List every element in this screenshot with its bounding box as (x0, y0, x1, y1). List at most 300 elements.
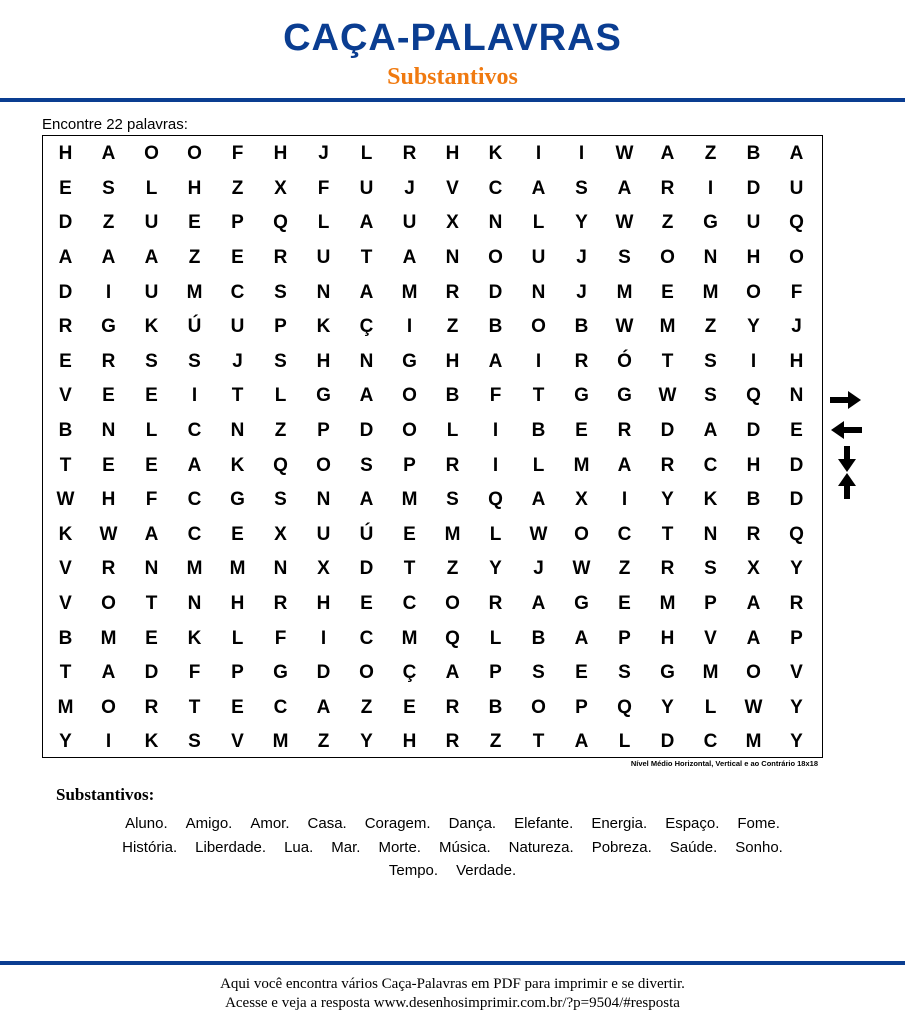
grid-letter: P (403, 454, 416, 476)
grid-letter: T (145, 593, 158, 615)
grid-letter: K (187, 627, 202, 649)
grid-letter: O (402, 420, 417, 442)
word-item: Saúde. (669, 838, 718, 856)
grid-letter: C (187, 523, 202, 545)
grid-letter: B (445, 385, 460, 407)
grid-letter: N (316, 281, 331, 303)
grid-letter: M (401, 489, 418, 511)
grid-letter: O (402, 385, 417, 407)
grid-letter: G (574, 385, 589, 407)
word-item: Lua. (284, 838, 314, 856)
grid-letter: I (707, 177, 714, 199)
grid-letter: A (703, 420, 718, 442)
grid-letter: N (531, 281, 546, 303)
grid-letter: W (615, 316, 634, 338)
grid-letter: R (488, 593, 503, 615)
grid-letter: N (273, 558, 288, 580)
grid-letter: M (745, 731, 762, 753)
grid-letter: P (618, 627, 631, 649)
grid-letter: S (618, 247, 631, 269)
grid-letter: O (445, 593, 460, 615)
grid-letter: Y (790, 731, 803, 753)
grid-letter: E (188, 212, 201, 234)
word-item: Liberdade. (195, 838, 267, 856)
grid-letter: D (359, 558, 374, 580)
grid-letter: A (531, 489, 546, 511)
grid-letter: S (618, 662, 631, 684)
grid-letter: L (532, 212, 545, 234)
page-title: CAÇA-PALAVRAS (283, 17, 622, 59)
grid-letter: A (359, 281, 374, 303)
grid-letter: K (316, 316, 331, 338)
grid-letter: O (101, 593, 116, 615)
grid-letter: S (532, 662, 545, 684)
grid-letter: K (144, 316, 159, 338)
grid-letter: A (101, 143, 116, 165)
grid-letter: U (144, 281, 159, 303)
grid-letter: I (492, 454, 499, 476)
grid-letter: O (316, 454, 331, 476)
grid-letter: Y (661, 696, 674, 718)
grid-letter: O (187, 143, 202, 165)
grid-letter: Y (661, 489, 674, 511)
grid-letter: D (746, 177, 761, 199)
grid-letter: Ú (187, 316, 202, 338)
grid-letter: M (186, 558, 203, 580)
grid-letter: R (144, 696, 159, 718)
grid-letter: U (316, 247, 331, 269)
grid-letter: N (789, 385, 804, 407)
grid-letter: C (617, 523, 632, 545)
grid-letter: Y (790, 558, 803, 580)
grid-letter: M (659, 316, 676, 338)
grid-letter: H (273, 143, 288, 165)
grid-letter: T (231, 385, 244, 407)
word-item: Pobreza. (591, 838, 652, 856)
grid-letter: A (402, 247, 417, 269)
grid-letter: A (574, 731, 589, 753)
grid-letter: P (317, 420, 330, 442)
grid-letter: Y (59, 731, 72, 753)
grid-letter: M (702, 662, 719, 684)
grid-letter: W (529, 523, 548, 545)
grid-letter: A (359, 385, 374, 407)
grid-letter: I (750, 350, 757, 372)
grid-letter: R (660, 454, 675, 476)
grid-letter: M (616, 281, 633, 303)
grid-letter: G (101, 316, 116, 338)
grid-letter: C (402, 593, 417, 615)
grid-letter: A (359, 489, 374, 511)
grid-letter: B (746, 489, 761, 511)
grid-letter: G (617, 385, 632, 407)
word-item: História. (122, 838, 178, 856)
grid-letter: S (575, 177, 588, 199)
grid-letter: Z (360, 696, 373, 718)
grid-letter: E (231, 247, 244, 269)
footer-divider (0, 961, 905, 965)
grid-letter: Ó (617, 350, 632, 372)
grid-letter: O (660, 247, 675, 269)
footer (0, 975, 905, 1013)
grid-letter: P (790, 627, 803, 649)
grid-letter: R (58, 316, 73, 338)
grid-letter: E (102, 385, 115, 407)
grid-letter: B (746, 143, 761, 165)
grid-letter: V (790, 662, 803, 684)
grid-letter: W (615, 143, 634, 165)
grid-letter: E (231, 696, 244, 718)
word-item: Aluno. (125, 815, 168, 832)
word-item: Tempo. (388, 862, 439, 879)
grid-letter: N (703, 523, 718, 545)
grid-letter: O (144, 143, 159, 165)
grid-letter: X (274, 177, 287, 199)
grid-letter: Y (790, 696, 803, 718)
grid-letter: A (531, 177, 546, 199)
grid-letter: N (230, 420, 245, 442)
grid-letter: D (58, 281, 73, 303)
grid-letter: S (704, 385, 717, 407)
grid-letter: T (661, 523, 674, 545)
grid-letter: W (99, 523, 118, 545)
grid-letter: R (101, 558, 116, 580)
grid-letter: T (661, 350, 674, 372)
grid-letter: K (703, 489, 718, 511)
grid-letter: I (320, 627, 327, 649)
grid-letter: C (703, 454, 718, 476)
grid-letter: A (359, 212, 374, 234)
grid-letter: T (532, 731, 545, 753)
grid-letter: C (187, 489, 202, 511)
grid-letter: A (531, 593, 546, 615)
grid-letter: Y (747, 316, 760, 338)
grid-letter: D (746, 420, 761, 442)
grid-letter: V (704, 627, 717, 649)
word-item: Sonho. (735, 838, 783, 856)
grid-letter: Y (489, 558, 502, 580)
grid-letter: D (316, 662, 331, 684)
grid-letter: E (618, 593, 631, 615)
grid-letter: L (489, 523, 502, 545)
grid-letter: K (58, 523, 73, 545)
grid-letter: Z (704, 143, 717, 165)
grid-letter: H (187, 177, 202, 199)
arrow-right-icon (830, 391, 862, 409)
grid-letter: Q (488, 489, 503, 511)
grid-letter: W (56, 489, 75, 511)
grid-letter: E (661, 281, 674, 303)
grid-letter: F (317, 177, 330, 199)
grid-letter: A (144, 523, 159, 545)
word-item: Espaço. (665, 815, 720, 832)
grid-letter: H (660, 627, 675, 649)
grid-letter: D (789, 489, 804, 511)
grid-letter: C (187, 420, 202, 442)
grid-letter: X (446, 212, 459, 234)
grid-letter: M (401, 627, 418, 649)
grid-letter: S (274, 350, 287, 372)
grid-letter: P (274, 316, 287, 338)
grid-letter: A (101, 247, 116, 269)
grid-letter: E (575, 662, 588, 684)
grid-letter: R (445, 731, 460, 753)
grid-letter: C (273, 696, 288, 718)
grid-letter: O (746, 662, 761, 684)
grid-letter: V (446, 177, 459, 199)
word-item: Elefante. (514, 815, 574, 832)
grid-letter: P (575, 696, 588, 718)
grid-letter: I (621, 489, 628, 511)
grid-letter: F (790, 281, 803, 303)
grid-letter: W (615, 212, 634, 234)
grid-letter: U (789, 177, 804, 199)
grid-letter: A (789, 143, 804, 165)
grid-letter: O (359, 662, 374, 684)
grid-letter: Z (446, 558, 459, 580)
grid-letter: H (402, 731, 417, 753)
word-item: Dança. (448, 815, 497, 832)
grid-letter: U (531, 247, 546, 269)
grid-letter: I (492, 420, 499, 442)
grid-letter: R (273, 247, 288, 269)
grid-letter: T (59, 454, 72, 476)
grid-letter: U (402, 212, 417, 234)
grid-letter: I (105, 281, 112, 303)
grid-letter: R (402, 143, 417, 165)
grid-letter: E (145, 627, 158, 649)
grid-letter: M (272, 731, 289, 753)
grid-letter: D (359, 420, 374, 442)
grid-letter: J (533, 558, 544, 580)
instruction-text: Encontre 22 palavras: (42, 116, 188, 133)
grid-letter: P (704, 593, 717, 615)
grid-letter: N (187, 593, 202, 615)
grid-letter: O (746, 281, 761, 303)
grid-letter: A (617, 454, 632, 476)
grid-letter: B (488, 316, 503, 338)
grid-letter: G (660, 662, 675, 684)
grid-letter: Q (746, 385, 761, 407)
grid-letter: T (403, 558, 416, 580)
grid-letter: R (445, 696, 460, 718)
grid-letter: Z (446, 316, 459, 338)
grid-letter: L (704, 696, 717, 718)
grid-letter: Q (445, 627, 460, 649)
grid-letter: E (575, 420, 588, 442)
grid-letter: R (617, 420, 632, 442)
grid-letter: W (744, 696, 763, 718)
grid-letter: H (789, 350, 804, 372)
grid-letter: F (188, 662, 201, 684)
grid-letter: N (316, 489, 331, 511)
grid-letter: L (618, 731, 631, 753)
grid-letter: P (489, 662, 502, 684)
arrow-left-icon (830, 421, 862, 439)
grid-letter: Y (360, 731, 373, 753)
grid-letter: D (789, 454, 804, 476)
grid-letter: Z (231, 177, 244, 199)
grid-letter: T (360, 247, 373, 269)
grid-letter: E (790, 420, 803, 442)
grid-letter: R (660, 177, 675, 199)
grid-letter: P (231, 662, 244, 684)
grid-letter: R (273, 593, 288, 615)
grid-letter: X (747, 558, 760, 580)
grid-letter: R (574, 350, 589, 372)
grid-letter: C (488, 177, 503, 199)
grid-letter: A (617, 177, 632, 199)
grid-letter: V (59, 558, 72, 580)
grid-letter: O (789, 247, 804, 269)
grid-letter: B (58, 627, 73, 649)
grid-letter: D (488, 281, 503, 303)
grid-letter: E (59, 350, 72, 372)
grid-letter: A (488, 350, 503, 372)
page-subtitle: Substantivos (387, 64, 518, 90)
grid-letter: S (274, 281, 287, 303)
grid-letter: D (144, 662, 159, 684)
grid-letter: M (229, 558, 246, 580)
grid-letter: T (59, 662, 72, 684)
grid-letter: H (316, 350, 331, 372)
grid-letter: C (230, 281, 245, 303)
grid-letter: E (145, 385, 158, 407)
grid-letter: L (145, 420, 158, 442)
grid-letter: L (274, 385, 287, 407)
grid-letter: N (101, 420, 116, 442)
word-item: Morte. (378, 838, 421, 856)
grid-letter: O (531, 316, 546, 338)
grid-letter: L (532, 454, 545, 476)
grid-letter: F (231, 143, 244, 165)
grid-letter: Ç (402, 662, 417, 684)
grid-letter: M (573, 454, 590, 476)
grid-letter: Ç (359, 316, 374, 338)
grid-letter: E (403, 696, 416, 718)
arrow-up-icon (838, 473, 856, 499)
grid-letter: J (232, 350, 243, 372)
grid-letter: A (144, 247, 159, 269)
word-item: Casa. (307, 815, 347, 832)
grid-letter: Q (273, 454, 288, 476)
grid-letter: A (746, 593, 761, 615)
footer-line-1: Aqui você encontra vários Caça-Palavras em PDF para imprimir e se divertir. (220, 976, 685, 992)
grid-letter: C (703, 731, 718, 753)
grid-letter: M (401, 281, 418, 303)
grid-letter: M (659, 593, 676, 615)
level-note: Nível Médio Horizontal, Vertical e ao Contrário 18x18 (630, 759, 818, 768)
grid-letter: E (59, 177, 72, 199)
grid-letter: J (576, 247, 587, 269)
grid-letter: A (316, 696, 331, 718)
grid-letter: E (145, 454, 158, 476)
grid-letter: G (230, 489, 245, 511)
grid-letter: E (102, 454, 115, 476)
grid-letter: I (406, 316, 413, 338)
grid-letter: D (660, 420, 675, 442)
word-item: Amor. (250, 815, 290, 832)
grid-letter: Q (789, 212, 804, 234)
grid-letter: L (489, 627, 502, 649)
grid-letter: I (535, 350, 542, 372)
grid-letter: H (230, 593, 245, 615)
grid-letter: V (59, 385, 72, 407)
word-item: Verdade. (456, 862, 517, 879)
grid-letter: Z (188, 247, 201, 269)
grid-letter: K (230, 454, 245, 476)
grid-letter: E (231, 523, 244, 545)
grid-letter: N (703, 247, 718, 269)
grid-letter: F (274, 627, 287, 649)
grid-letter: N (488, 212, 503, 234)
grid-letter: U (144, 212, 159, 234)
grid-letter: V (59, 593, 72, 615)
grid-letter: R (660, 558, 675, 580)
grid-letter: I (191, 385, 198, 407)
grid-letter: Y (575, 212, 588, 234)
grid-letter: X (317, 558, 330, 580)
grid-letter: M (444, 523, 461, 545)
word-item: Mar. (331, 838, 361, 856)
grid-letter: Z (317, 731, 330, 753)
grid-letter: S (446, 489, 459, 511)
grid-letter: Ú (359, 523, 374, 545)
grid-letter: J (576, 281, 587, 303)
grid-letter: L (145, 177, 158, 199)
grid-letter: J (318, 143, 329, 165)
grid-letter: J (404, 177, 415, 199)
grid-letter: E (360, 593, 373, 615)
grid-letter: L (360, 143, 373, 165)
grid-letter: M (57, 696, 74, 718)
grid-letter: V (231, 731, 244, 753)
grid-letter: H (101, 489, 116, 511)
grid-letter: A (746, 627, 761, 649)
grid-letter: H (746, 247, 761, 269)
word-item: Energia. (591, 815, 648, 832)
grid-letter: U (359, 177, 374, 199)
grid-letter: S (704, 350, 717, 372)
grid-letter: B (531, 420, 546, 442)
grid-letter: F (489, 385, 502, 407)
grid-letter: Z (661, 212, 674, 234)
grid-letter: X (274, 523, 287, 545)
grid-letter: M (100, 627, 117, 649)
grid-letter: R (789, 593, 804, 615)
grid-letter: P (231, 212, 244, 234)
grid-letter: A (101, 662, 116, 684)
grid-letter: R (101, 350, 116, 372)
grid-letter: G (316, 385, 331, 407)
grid-letter: R (445, 454, 460, 476)
grid-letter: H (445, 143, 460, 165)
grid-letter: H (316, 593, 331, 615)
grid-letter: S (274, 489, 287, 511)
grid-letter: D (660, 731, 675, 753)
grid-letter: R (746, 523, 761, 545)
grid-letter: H (58, 143, 73, 165)
grid-letter: K (488, 143, 503, 165)
grid-letter: I (105, 731, 112, 753)
grid-letter: J (791, 316, 802, 338)
grid-letter: U (746, 212, 761, 234)
grid-letter: N (359, 350, 374, 372)
grid-letter: O (101, 696, 116, 718)
grid-letter: A (187, 454, 202, 476)
grid-letter: L (231, 627, 244, 649)
grid-letter: M (702, 281, 719, 303)
